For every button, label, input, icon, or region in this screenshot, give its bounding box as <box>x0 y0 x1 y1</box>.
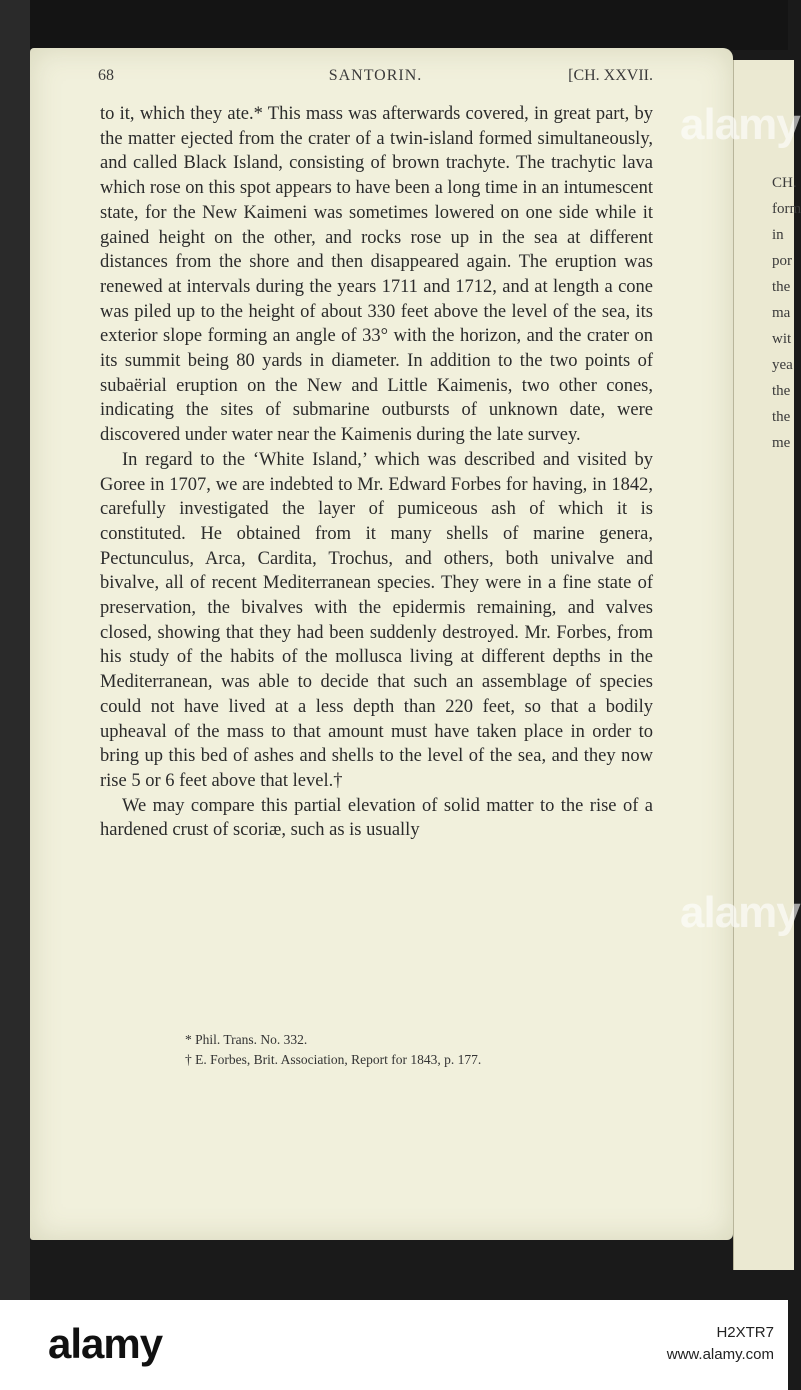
facing-page-fragment: wit <box>772 331 792 347</box>
facing-page-edge <box>733 60 801 1270</box>
background-top <box>0 0 788 50</box>
facing-page-fragments <box>772 170 801 456</box>
footnotes <box>100 1030 653 1070</box>
facing-page-fragment: in <box>772 227 784 243</box>
facing-page-fragment: me <box>772 435 791 451</box>
facing-page-fragment: por <box>772 253 792 269</box>
paragraph-3: We may compare this partial elevation of solid matter to the rise of a hardened crust of scoriæ, such as is usually <box>100 795 653 841</box>
body-text <box>100 102 653 843</box>
footnote-1: * Phil. Trans. No. 332. <box>185 1032 308 1047</box>
facing-page-fragment: form <box>772 201 801 217</box>
footnote-2: † E. Forbes, Brit. Association, Report for 1843, p. 177. <box>185 1052 482 1067</box>
facing-page-fragment: yea <box>772 357 793 373</box>
facing-page-fragment: the <box>772 279 791 295</box>
stock-footer <box>0 1300 788 1390</box>
chapter-label: [CH. XXVII. <box>568 67 653 84</box>
page-number: 68 <box>98 67 114 84</box>
footer-logo: alamy <box>48 1320 163 1367</box>
page-title: SANTORIN. <box>328 67 423 84</box>
watermark-logo-top: alamy <box>680 100 800 149</box>
facing-page-fragment: ma <box>772 305 791 321</box>
facing-page-fragment: the <box>772 383 791 399</box>
paragraph-1: to it, which they ate.* This mass was afterwards covered, in great part, by the matter ejected from the crater of a twin-island formed simultaneously, and called Black Island, consisting of brown trachyte. The trachytic lava which rose on this spot appears to have been a long time in an intumescent state, for the New Kaimeni was sometimes lowered on one side while it gained height on the other, and rocks rose up in the sea at different distances from the shore and then disappeared again. The eruption was renewed at intervals during the years 1711 and 1712, and at length a cone was piled up to the height of about 330 feet above the level of the sea, its exterior slope forming an angle of 33° with the horizon, and the crater on its summit being 80 yards in diameter. In addition to the two points of subaërial eruption on the New and Little Kaimenis, two other cones, indicating the sites of submarine outbursts of unknown date, were discovered under water near the Kaimenis during the late survey. <box>100 104 653 446</box>
paragraph-2: In regard to the ‘White Island,’ which was described and visited by Goree in 1707, we are indebted to Mr. Edward Forbes for having, in 1842, carefully investigated the layer of pumiceous ash of which it is constituted. He obtained from it many shells of marine genera, Pectunculus, Arca, Cardita, Trochus, and others, both univalve and bivalve, all of recent Mediterranean species. They were in a fine state of preservation, the bivalves with the epidermis remaining, and valves closed, showing that they had been suddenly destroyed. Mr. Forbes, from his study of the habits of the mollusca living at different depths in the Mediterranean, was able to decide that such an assemblage of species could not have lived at a less depth than 220 feet, so that a bodily upheaval of the mass to that amount must have taken place in order to bring up this bed of ashes and shells to the level of the sea, and they now rise 5 or 6 feet above that level.† <box>100 449 653 791</box>
facing-page-fragment: CH. <box>772 175 797 191</box>
image-id: H2XTR7 <box>716 1324 774 1341</box>
facing-page-fragment: the <box>772 409 791 425</box>
book-binding <box>0 0 30 1300</box>
footer-id <box>667 1322 774 1366</box>
site-url: www.alamy.com <box>666 1346 774 1363</box>
watermark-logo-mid: alamy <box>680 888 800 937</box>
running-head <box>98 67 653 89</box>
